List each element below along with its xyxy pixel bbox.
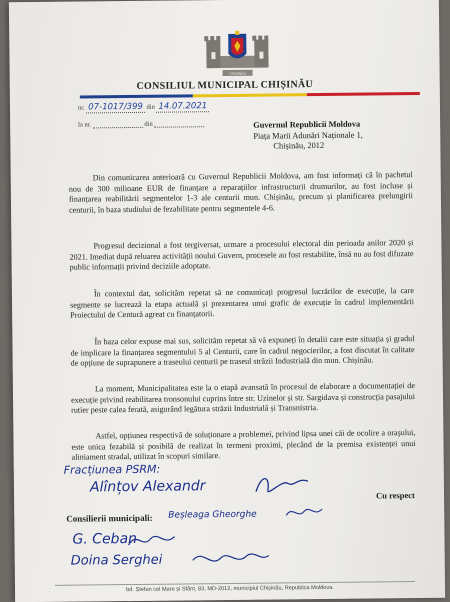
la-nr-label: la nr.: [78, 121, 92, 129]
signer-4-name: Doina Serghei: [70, 552, 163, 569]
din2-blank: [154, 118, 204, 128]
council-title: CONSILIUL MUNICIPAL CHIȘINĂU: [136, 79, 314, 92]
body-paragraph-4: În baza celor expuse mai sus, solicităm repetat să vă expuneți în detalii care este situația și gradul de implicare la finanțarea segmentului 5 al Centurii, care în cadrul negocierilor, a fost discutat în calitate de opțiune de suprapunere a traseului centurii pe traseul străzii Industrială din mun. Chișinău.: [70, 334, 415, 368]
signer-2-name: Beșleaga Gheorghe: [168, 509, 257, 521]
closing-respect: Cu respect: [376, 490, 415, 501]
registration-number-line: [78, 101, 209, 112]
din2-label: din: [144, 120, 153, 128]
reference-line: [78, 118, 204, 128]
signature-2-icon: [284, 503, 324, 521]
tricolor-rule: [80, 92, 420, 99]
din-label: din: [146, 103, 155, 111]
recipient-block: [253, 120, 363, 153]
emblem-caption: CHIȘINĂU: [228, 71, 247, 76]
body-paragraph-6: Astfel, opțiunea respectivă de soluționare a problemei, privind lipsa unei căi de ocolire a orașului, este unica fezabilă și posibilă de realizat în termeni proximi, plecând de la premisa existenței unui aliniament stradal, utilizat în scopuri similare.: [71, 428, 416, 462]
councillors-label: Consilierii municipali:: [66, 512, 153, 524]
la-nr-blank: [93, 119, 143, 129]
body-paragraph-2: Progresul decizional a fost tergiversat, urmare a procesului electoral din perioada anilor 2020 și 2021. Imediat după reluarea activității noului Guvern, procesele au fost restabilite, însă nu au fost difuzate public informații privind deciziile adoptate.: [69, 238, 414, 272]
din-value: 14.07.2021: [156, 101, 209, 113]
signature-3-icon: [126, 529, 176, 552]
document-page: [9, 0, 445, 602]
body-paragraph-1: Din comunicarea anterioară cu Guvernul Republicii Moldova, am fost informați că în pachetul nou de 300 milioane EUR de finanțare a reparațiilor infrastructurii drumurilor, au fost incluse și finanțarea reabilitării segmentelor 1-3 ale centurii mun. Chișinău, precum și planificarea prelungirii centurii, în baza studiului de fezabilitate pentru segmentele 4-6.: [68, 170, 413, 215]
signer-1-name: Alînțov Alexandr: [89, 478, 206, 496]
signature-4-icon: [191, 546, 271, 571]
signature-1-icon: [252, 469, 312, 500]
body-paragraph-3: În contextul dat, solicităm repetat să ne comunicați progresul lucrărilor de execuție, la care segmente se lucrează la etapa actuală și prezentarea unui grafic de execuție în cadrul implementării Proiectului de Centură agreat cu finanțatorii.: [69, 286, 415, 320]
body-paragraph-5: La moment, Municipalitatea este la o etapă avansată în procesul de elaborare a documentației de execuție privind reabilitarea tronsonului cuprins între str. Uzinelor și str. Sargidava și construcția pasajului rutier peste calea ferată, asigurând legătura străzii Industrială și Transnistria.: [70, 381, 416, 415]
recipient-address-line1: Piața Marii Adunări Naționale 1,: [253, 130, 363, 141]
signer-3-name: G. Ceban: [72, 530, 138, 548]
recipient-name: Guvernul Republicii Moldova: [253, 119, 361, 130]
recipient-address-line2: Chișinău, 2012: [273, 140, 325, 151]
municipal-coat-of-arms-icon: [202, 30, 272, 79]
nr-value: 07-1017/399: [86, 102, 145, 114]
faction-handwriting: Fracțiunea PSRM:: [63, 462, 161, 477]
footer-address: bd. Ștefan cel Mare și Sfânt, 83, MD-2012, municipiul Chișinău, Republica Moldova.: [126, 584, 334, 594]
nr-label: nr.: [77, 104, 85, 112]
